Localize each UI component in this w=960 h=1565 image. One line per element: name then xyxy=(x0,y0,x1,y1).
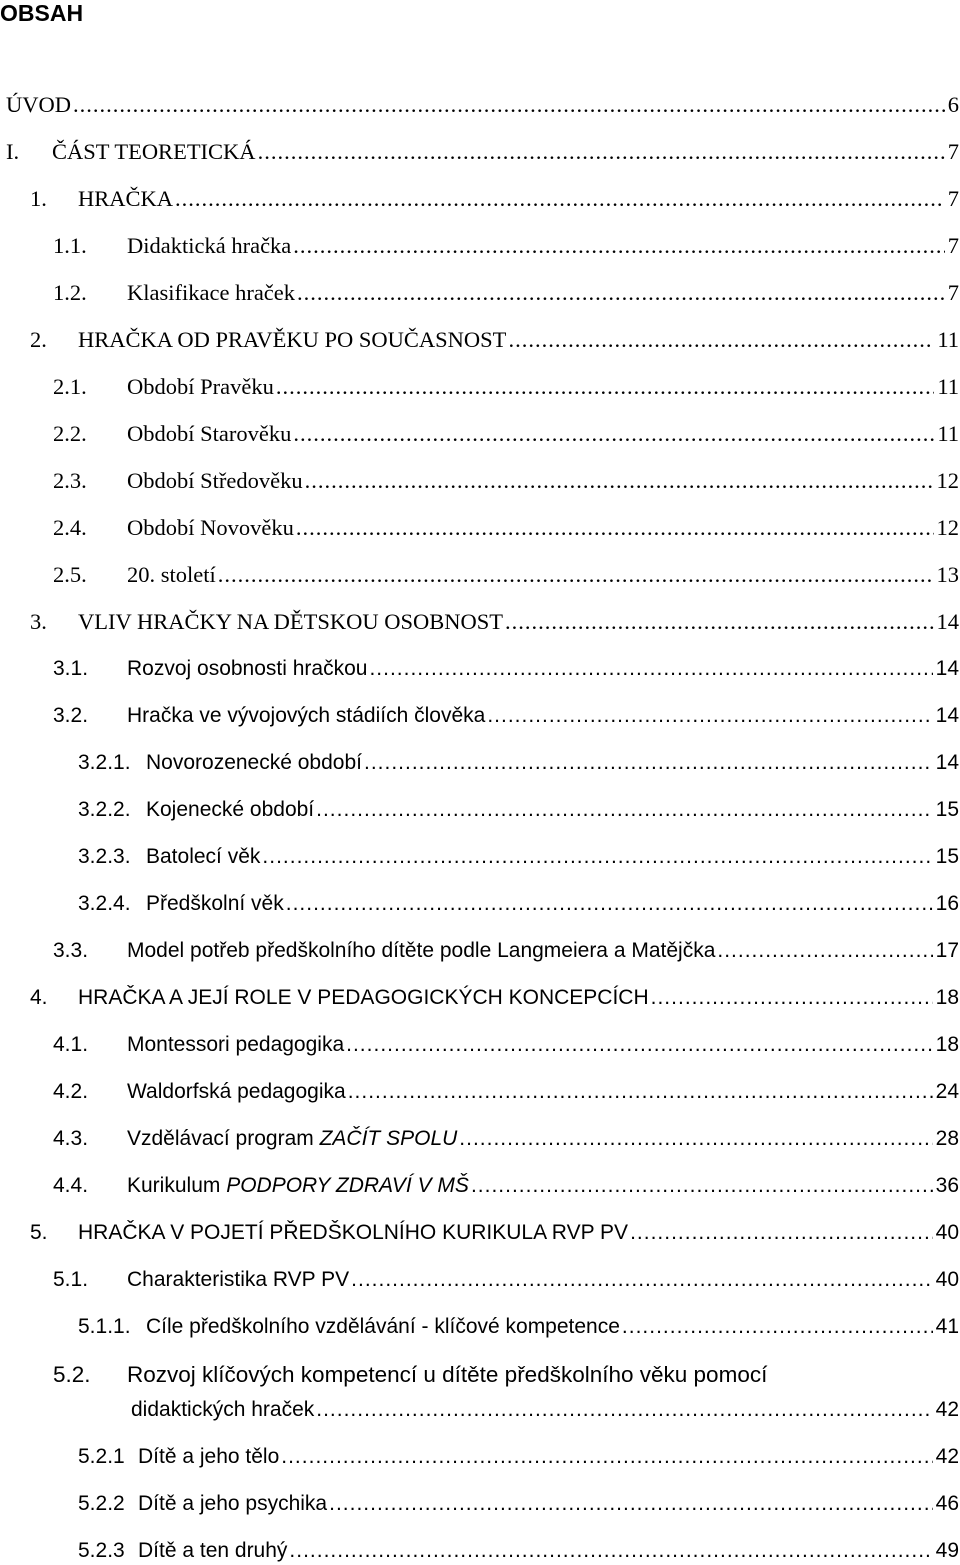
toc-entry[interactable] xyxy=(0,1126,960,1152)
toc-entry-title: Montessori pedagogika xyxy=(127,1033,345,1056)
toc-leader-dots xyxy=(289,1538,932,1564)
toc-leader-dots xyxy=(296,515,934,541)
toc-entry[interactable] xyxy=(0,1173,960,1199)
toc-entry-page: 11 xyxy=(937,327,959,352)
toc-entry[interactable] xyxy=(0,656,960,682)
toc-entry-page: 15 xyxy=(935,845,959,868)
toc-entry[interactable] xyxy=(0,92,960,118)
toc-entry-number: 2. xyxy=(30,327,47,352)
toc-entry[interactable] xyxy=(0,703,960,729)
toc-leader-dots xyxy=(316,1397,932,1423)
toc-entry-number: 3.2.4. xyxy=(78,892,131,915)
toc-entry-number: 3.1. xyxy=(53,657,89,680)
toc-entry-number: 5. xyxy=(30,1221,48,1244)
toc-entry-number: 3. xyxy=(30,609,47,634)
toc-entry-page: 14 xyxy=(935,751,959,774)
toc-entry-page: 17 xyxy=(935,939,959,962)
toc-entry[interactable] xyxy=(0,327,960,353)
toc-entry-number: 5.2.1 xyxy=(78,1445,125,1468)
toc-entry-title: HRAČKA xyxy=(78,186,174,211)
toc-entry-title: Novorozenecké období xyxy=(146,751,362,774)
toc-entry-number: 3.2.3. xyxy=(78,845,131,868)
toc-entry-page: 40 xyxy=(935,1268,959,1291)
toc-entry-page: 7 xyxy=(947,139,959,164)
toc-entry-title: Období Středověku xyxy=(127,468,303,493)
toc-heading: OBSAH xyxy=(0,0,84,26)
toc-entry[interactable] xyxy=(0,1314,960,1340)
toc-entry-number: 5.1. xyxy=(53,1268,89,1291)
toc-leader-dots xyxy=(364,750,933,776)
toc-entry-title: Hračka ve vývojových stádiích člověka xyxy=(127,704,486,727)
toc-entry[interactable] xyxy=(0,609,960,635)
toc-entry-page: 6 xyxy=(947,92,959,117)
toc-entry-page: 7 xyxy=(947,186,959,211)
toc-entry[interactable] xyxy=(0,938,960,964)
toc-entry[interactable] xyxy=(0,421,960,447)
toc-leader-dots xyxy=(346,1032,933,1058)
toc-leader-dots xyxy=(622,1314,933,1340)
toc-entry-page: 46 xyxy=(935,1492,959,1515)
toc-entry-number: 2.2. xyxy=(53,421,87,446)
toc-entry-number: 2.4. xyxy=(53,515,87,540)
toc-entry-number: 5.1.1. xyxy=(78,1315,131,1338)
toc-leader-dots xyxy=(293,233,944,259)
toc-leader-dots xyxy=(262,844,932,870)
toc-leader-dots xyxy=(293,421,934,447)
toc-leader-dots xyxy=(369,656,932,682)
toc-leader-dots xyxy=(73,92,945,118)
toc-entry-title: Kurikulum PODPORY ZDRAVÍ V MŠ xyxy=(127,1174,469,1197)
toc-entry-page: 18 xyxy=(935,1033,959,1056)
toc-entry-title: Rozvoj osobnosti hračkou xyxy=(127,657,368,680)
toc-entry-page: 14 xyxy=(935,704,959,727)
toc-leader-dots xyxy=(258,139,945,165)
toc-entry-page: 36 xyxy=(935,1174,959,1197)
toc-entry-number: 3.2.1. xyxy=(78,751,131,774)
toc-entry[interactable] xyxy=(0,139,960,165)
toc-entry[interactable] xyxy=(0,844,960,870)
toc-entry-page: 40 xyxy=(935,1221,959,1244)
toc-entry-number: 4.4. xyxy=(53,1174,89,1197)
toc-entry-title: Model potřeb předškolního dítěte podle Langmeiera a Matějčka xyxy=(127,939,716,962)
toc-leader-dots xyxy=(651,985,933,1011)
toc-entry[interactable] xyxy=(0,1079,960,1105)
toc-entry-title: 20. století xyxy=(127,562,216,587)
toc-leader-dots xyxy=(630,1220,933,1246)
toc-entry[interactable] xyxy=(0,1267,960,1293)
toc-entry[interactable] xyxy=(0,233,960,259)
toc-entry-page: 7 xyxy=(947,233,959,258)
toc-entry-number: 5.2.2 xyxy=(78,1492,125,1515)
toc-entry-page: 14 xyxy=(935,657,959,680)
toc-entry-number: 4.2. xyxy=(53,1080,89,1103)
toc-entry-title: Batolecí věk xyxy=(146,845,261,868)
toc-entry[interactable] xyxy=(0,1491,960,1517)
toc-entry-page: 7 xyxy=(947,280,959,305)
toc-entry[interactable] xyxy=(0,562,960,588)
toc-entry-number: 2.3. xyxy=(53,468,87,493)
toc-entry-number: 4.3. xyxy=(53,1127,89,1150)
toc-entry-number: 3.2. xyxy=(53,704,89,727)
toc-entry-title: VLIV HRAČKY NA DĚTSKOU OSOBNOST xyxy=(78,609,504,634)
toc-leader-dots xyxy=(286,891,933,917)
toc-leader-dots xyxy=(218,562,934,588)
toc-entry-title: ČÁST TEORETICKÁ xyxy=(52,139,256,164)
toc-leader-dots xyxy=(297,280,945,306)
toc-entry[interactable] xyxy=(0,1538,960,1564)
toc-entry-number: 4.1. xyxy=(53,1033,89,1056)
toc-leader-dots xyxy=(487,703,932,729)
toc-entry-number: 1. xyxy=(30,186,47,211)
toc-entry-page: 13 xyxy=(936,562,959,587)
toc-entry-number: 1.2. xyxy=(53,280,87,305)
toc-entry-title-italic: PODPORY ZDRAVÍ V MŠ xyxy=(226,1174,469,1197)
toc-entry-number: 1.1. xyxy=(53,233,87,258)
toc-entry-title: HRAČKA OD PRAVĚKU PO SOUČASNOST xyxy=(78,327,507,352)
toc-entry-number: 3.3. xyxy=(53,939,89,962)
toc-entry-number: 5.2. xyxy=(53,1362,91,1387)
toc-entry-page: 24 xyxy=(935,1080,959,1103)
toc-entry-page: 11 xyxy=(937,421,959,446)
toc-entry-title: Kojenecké období xyxy=(146,798,315,821)
toc-entry[interactable] xyxy=(0,1220,960,1246)
toc-leader-dots xyxy=(305,468,934,494)
toc-entry-page: 12 xyxy=(936,515,959,540)
toc-leader-dots xyxy=(717,938,932,964)
toc-entry[interactable] xyxy=(0,280,960,306)
toc-entry-page: 14 xyxy=(936,609,959,634)
toc-leader-dots xyxy=(351,1267,932,1293)
toc-entry[interactable] xyxy=(0,750,960,776)
toc-entry-number: 4. xyxy=(30,986,48,1009)
toc-leader-dots xyxy=(175,186,945,212)
toc-leader-dots xyxy=(348,1079,933,1105)
toc-entry[interactable] xyxy=(0,1397,960,1423)
toc-entry-page: 15 xyxy=(935,798,959,821)
toc-leader-dots xyxy=(316,797,933,823)
toc-entry-title: Dítě a ten druhý xyxy=(138,1539,288,1562)
toc-entry-page: 11 xyxy=(937,374,959,399)
toc-entry[interactable] xyxy=(0,985,960,1011)
toc-leader-dots xyxy=(276,374,934,400)
toc-entry-title: Období Pravěku xyxy=(127,374,274,399)
toc-entry[interactable] xyxy=(0,1444,960,1470)
toc-entry-title-line1: Rozvoj klíčových kompetencí u dítěte předškolního věku pomocí xyxy=(127,1362,768,1387)
toc-entry[interactable] xyxy=(0,1032,960,1058)
toc-entry-title: Didaktická hračka xyxy=(127,233,292,258)
toc-entry-page: 16 xyxy=(935,892,959,915)
toc-entry-title: Cíle předškolního vzdělávání - klíčové kompetence xyxy=(146,1315,620,1338)
toc-entry[interactable] xyxy=(0,891,960,917)
toc-entry-title: ÚVOD xyxy=(6,92,71,117)
toc-entry-page: 28 xyxy=(935,1127,959,1150)
toc-entry-page: 18 xyxy=(935,986,959,1009)
toc-leader-dots xyxy=(505,609,933,635)
toc-entry-title-italic: ZAČÍT SPOLU xyxy=(319,1127,458,1150)
toc-entry[interactable] xyxy=(0,374,960,400)
toc-entry-title: Dítě a jeho tělo xyxy=(138,1445,280,1468)
toc-entry-page: 49 xyxy=(935,1539,959,1562)
toc-entry-title: Období Starověku xyxy=(127,421,292,446)
toc-entry-title: Předškolní věk xyxy=(146,892,284,915)
toc-entry-title: Období Novověku xyxy=(127,515,294,540)
toc-leader-dots xyxy=(329,1491,933,1517)
toc-entry[interactable] xyxy=(0,797,960,823)
toc-entry-number: I. xyxy=(6,139,20,164)
toc-entry-page: 12 xyxy=(936,468,959,493)
toc-entry-title: Klasifikace hraček xyxy=(127,280,296,305)
toc-entry-number: 3.2.2. xyxy=(78,798,131,821)
toc-entry-number: 2.1. xyxy=(53,374,87,399)
toc-leader-dots xyxy=(471,1173,933,1199)
toc-entry-title: Vzdělávací program ZAČÍT SPOLU xyxy=(127,1127,458,1150)
toc-entry[interactable] xyxy=(0,515,960,541)
toc-entry-title: Waldorfská pedagogika xyxy=(127,1080,346,1103)
toc-entry-title: Charakteristika RVP PV xyxy=(127,1268,350,1291)
toc-leader-dots xyxy=(459,1126,932,1152)
toc-entry[interactable] xyxy=(0,186,960,212)
toc-entry-page: 41 xyxy=(935,1315,959,1338)
toc-entry-title: didaktických hraček xyxy=(131,1398,315,1421)
toc-entry-number: 2.5. xyxy=(53,562,87,587)
toc-entry[interactable] xyxy=(0,468,960,494)
toc-leader-dots xyxy=(508,327,934,353)
toc-entry-title: HRAČKA A JEJÍ ROLE V PEDAGOGICKÝCH KONCEPCÍCH xyxy=(78,986,649,1009)
toc-entry-page: 42 xyxy=(935,1445,959,1468)
toc-entry-page: 42 xyxy=(935,1398,959,1421)
toc-leader-dots xyxy=(281,1444,932,1470)
toc-entry-title: Dítě a jeho psychika xyxy=(138,1492,328,1515)
toc-entry-number: 5.2.3 xyxy=(78,1539,125,1562)
toc-entry-title: HRAČKA V POJETÍ PŘEDŠKOLNÍHO KURIKULA RVP PV xyxy=(78,1221,629,1244)
